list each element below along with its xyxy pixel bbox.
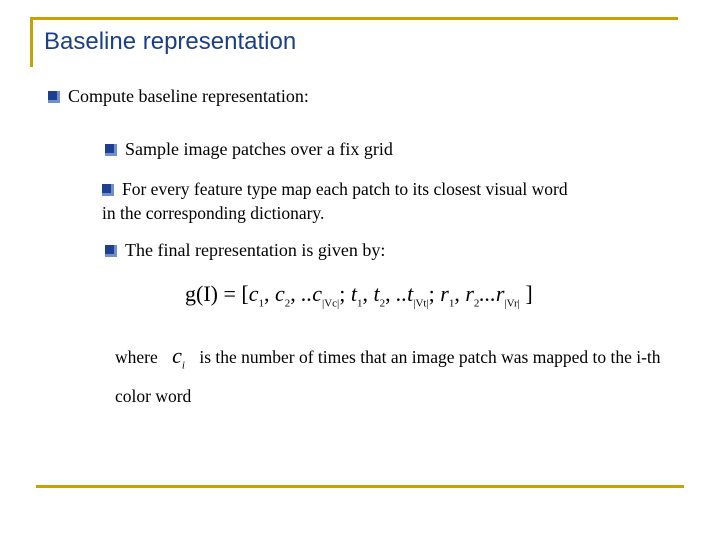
bottom-rule xyxy=(36,485,684,488)
sub-bullet-2 xyxy=(102,177,568,225)
formula-rhs: ] xyxy=(525,281,533,306)
where-prefix: where xyxy=(115,347,158,367)
formula-term: t xyxy=(350,281,357,306)
formula-sub: 1 xyxy=(357,297,363,310)
slide-title: Baseline representation xyxy=(44,28,297,55)
sub-bullet-1-text: Sample image patches over a fix grid xyxy=(125,139,393,159)
ci-symbol xyxy=(162,343,195,372)
sub-bullet-3 xyxy=(105,238,385,262)
representation-formula: $g(I) = [c_1$, $c_2$, $..c_{|Vc|}$; $t_1$, $t_2$, $..t_{|Vt|}$; $r_1$, $r_2...r_{|Vr|}$ ] xyxy=(185,281,533,310)
formula-sub: 2 xyxy=(284,297,291,310)
main-bullet xyxy=(48,84,309,108)
formula-sub: |Vc| xyxy=(322,297,340,310)
main-bullet-text: Compute baseline representation: xyxy=(68,86,309,106)
formula-term: r xyxy=(465,281,474,306)
square-bullet-icon xyxy=(48,91,60,103)
ci-letter: c xyxy=(172,343,182,368)
square-bullet-icon xyxy=(105,245,117,257)
ci-subscript: i xyxy=(181,359,185,372)
where-explanation xyxy=(115,340,685,412)
formula-sub: 2 xyxy=(379,297,386,310)
formula-term: ..c xyxy=(301,281,323,306)
left-rule xyxy=(30,17,33,67)
formula-lhs: g(I) = [ xyxy=(185,281,249,306)
formula-sub: 1 xyxy=(448,297,455,310)
square-bullet-icon xyxy=(105,144,117,156)
formula-term: c xyxy=(274,281,285,306)
sub-bullet-3-text: The final representation is given by: xyxy=(125,240,386,260)
formula-sub: |Vt| xyxy=(413,297,429,310)
sub-bullet-2-text-line2: in the corresponding dictionary. xyxy=(102,203,325,223)
formula-term: ...r xyxy=(479,281,505,306)
top-rule xyxy=(30,17,678,20)
formula-term: c xyxy=(248,281,259,306)
where-suffix: is the number of times that an image patch was mapped to the i-th color word xyxy=(115,347,661,407)
formula-sub: |Vr| xyxy=(504,297,520,310)
sub-bullet-1 xyxy=(105,137,393,161)
formula-term: t xyxy=(373,281,380,306)
formula-sub: 1 xyxy=(258,297,264,310)
formula-sub: 2 xyxy=(473,297,480,310)
sub-bullet-2-text-line1: For every feature type map each patch to its closest visual word xyxy=(122,179,568,199)
formula-term: ..t xyxy=(396,281,414,306)
formula-term: r xyxy=(440,281,449,306)
square-bullet-icon xyxy=(102,184,114,196)
